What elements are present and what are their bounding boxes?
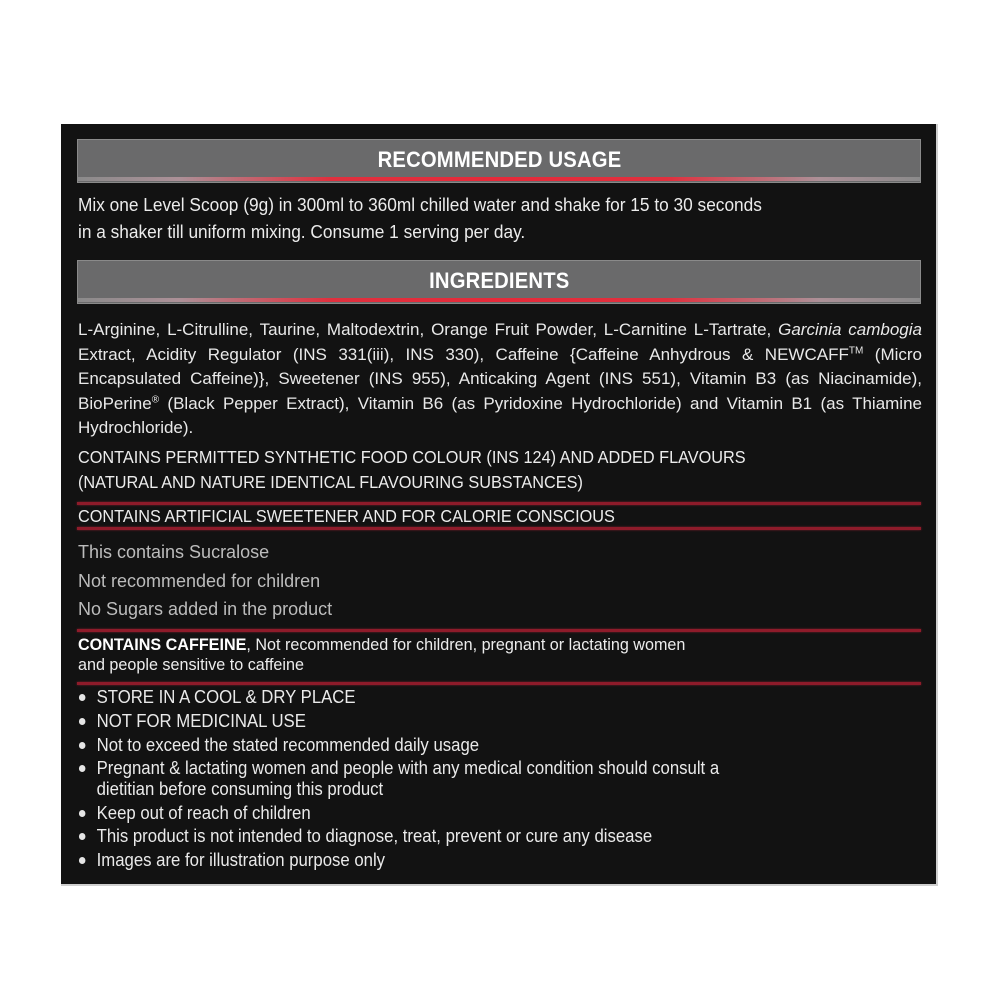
- warning-text: NOT FOR MEDICINAL USE: [96, 710, 306, 731]
- colour-line-2: (NATURAL AND NATURE IDENTICAL FLAVOURING SUBSTANCES): [78, 471, 583, 492]
- warning-text: Keep out of reach of children: [96, 802, 311, 823]
- bullet-icon: [79, 765, 86, 772]
- recommended-usage-header: [77, 139, 921, 183]
- caffeine-warning-line-2: and people sensitive to caffeine: [78, 655, 304, 674]
- warning-text: Not to exceed the stated recommended daily usage: [96, 734, 480, 755]
- usage-line-1: Mix one Level Scoop (9g) in 300ml to 360ml chilled water and shake for 15 to 30 seconds: [78, 195, 762, 215]
- recommended-usage-text: [78, 192, 762, 246]
- warning-item: [78, 803, 719, 824]
- bullet-icon: [79, 694, 86, 701]
- header-red-glow: [78, 177, 920, 181]
- ingredients-list-text: [78, 318, 922, 441]
- ingredients-header: [77, 260, 921, 304]
- red-divider: [77, 527, 921, 530]
- red-divider: [77, 629, 921, 632]
- sweetener-heading: CONTAINS ARTIFICIAL SWEETENER AND FOR CALORIE CONSCIOUS: [78, 506, 615, 526]
- warning-item: [78, 711, 719, 732]
- caffeine-warning: [78, 635, 685, 675]
- ingredients-part-3: (Micro Encapsulated Caffeine)}, Sweetener (INS 955), Anticaking Agent (INS 551), Vitamin B3 (as Niacinamide), BioPerine: [78, 344, 922, 413]
- product-info-panel: [61, 124, 938, 886]
- warning-item: [78, 687, 719, 708]
- warning-text: STORE IN A COOL & DRY PLACE: [96, 687, 356, 707]
- ingredients-part-4: (Black Pepper Extract), Vitamin B6 (as Pyridoxine Hydrochloride) and Vitamin B1 (as Thiamine Hydrochloride).: [78, 393, 922, 438]
- sweetener-note: Not recommended for children: [78, 570, 321, 591]
- red-divider: [77, 682, 921, 685]
- ingredients-title: INGREDIENTS: [428, 267, 570, 293]
- bullet-icon: [79, 718, 86, 725]
- warnings-list: [78, 687, 719, 874]
- header-red-glow: [78, 298, 920, 302]
- sweetener-note: No Sugars added in the product: [78, 599, 333, 619]
- recommended-usage-title: RECOMMENDED USAGE: [377, 146, 621, 172]
- warning-item: [78, 826, 719, 847]
- caffeine-warning-bold: CONTAINS CAFFEINE: [78, 635, 247, 654]
- food-colour-statement: [78, 445, 746, 494]
- bullet-icon: [79, 810, 86, 817]
- warning-item: [78, 850, 719, 871]
- bullet-icon: [79, 857, 86, 864]
- usage-line-2: in a shaker till uniform mixing. Consume 1 serving per day.: [78, 222, 526, 242]
- warning-item: [78, 758, 719, 799]
- bullet-icon: [79, 742, 86, 749]
- warning-text: Pregnant & lactating women and people with any medical condition should consult a: [96, 758, 720, 779]
- ingredients-part-2: Extract, Acidity Regulator (INS 331(iii), INS 330), Caffeine {Caffeine Anhydrous & NEWCAFF: [78, 344, 849, 364]
- ingredients-italic-name: Garcinia cambogia: [778, 320, 922, 339]
- sweetener-note: This contains Sucralose: [78, 542, 270, 562]
- caffeine-warning-rest: , Not recommended for children, pregnant or lactating women: [246, 635, 686, 654]
- warning-text: This product is not intended to diagnose, treat, prevent or cure any disease: [96, 826, 653, 847]
- registered-mark: ®: [151, 394, 160, 406]
- trademark-mark: TM: [848, 344, 864, 356]
- sweetener-notes: [78, 538, 332, 624]
- ingredients-part-1: L-Arginine, L-Citrulline, Taurine, Maltodextrin, Orange Fruit Powder, L-Carnitine L-Tartrate,: [78, 320, 772, 339]
- colour-line-1: CONTAINS PERMITTED SYNTHETIC FOOD COLOUR (INS 124) AND ADDED FLAVOURS: [78, 447, 746, 467]
- warning-text: Images are for illustration purpose only: [96, 850, 386, 871]
- warning-text-continued: dietitian before consuming this product: [96, 778, 384, 799]
- warning-item: [78, 735, 719, 756]
- bullet-icon: [79, 833, 86, 840]
